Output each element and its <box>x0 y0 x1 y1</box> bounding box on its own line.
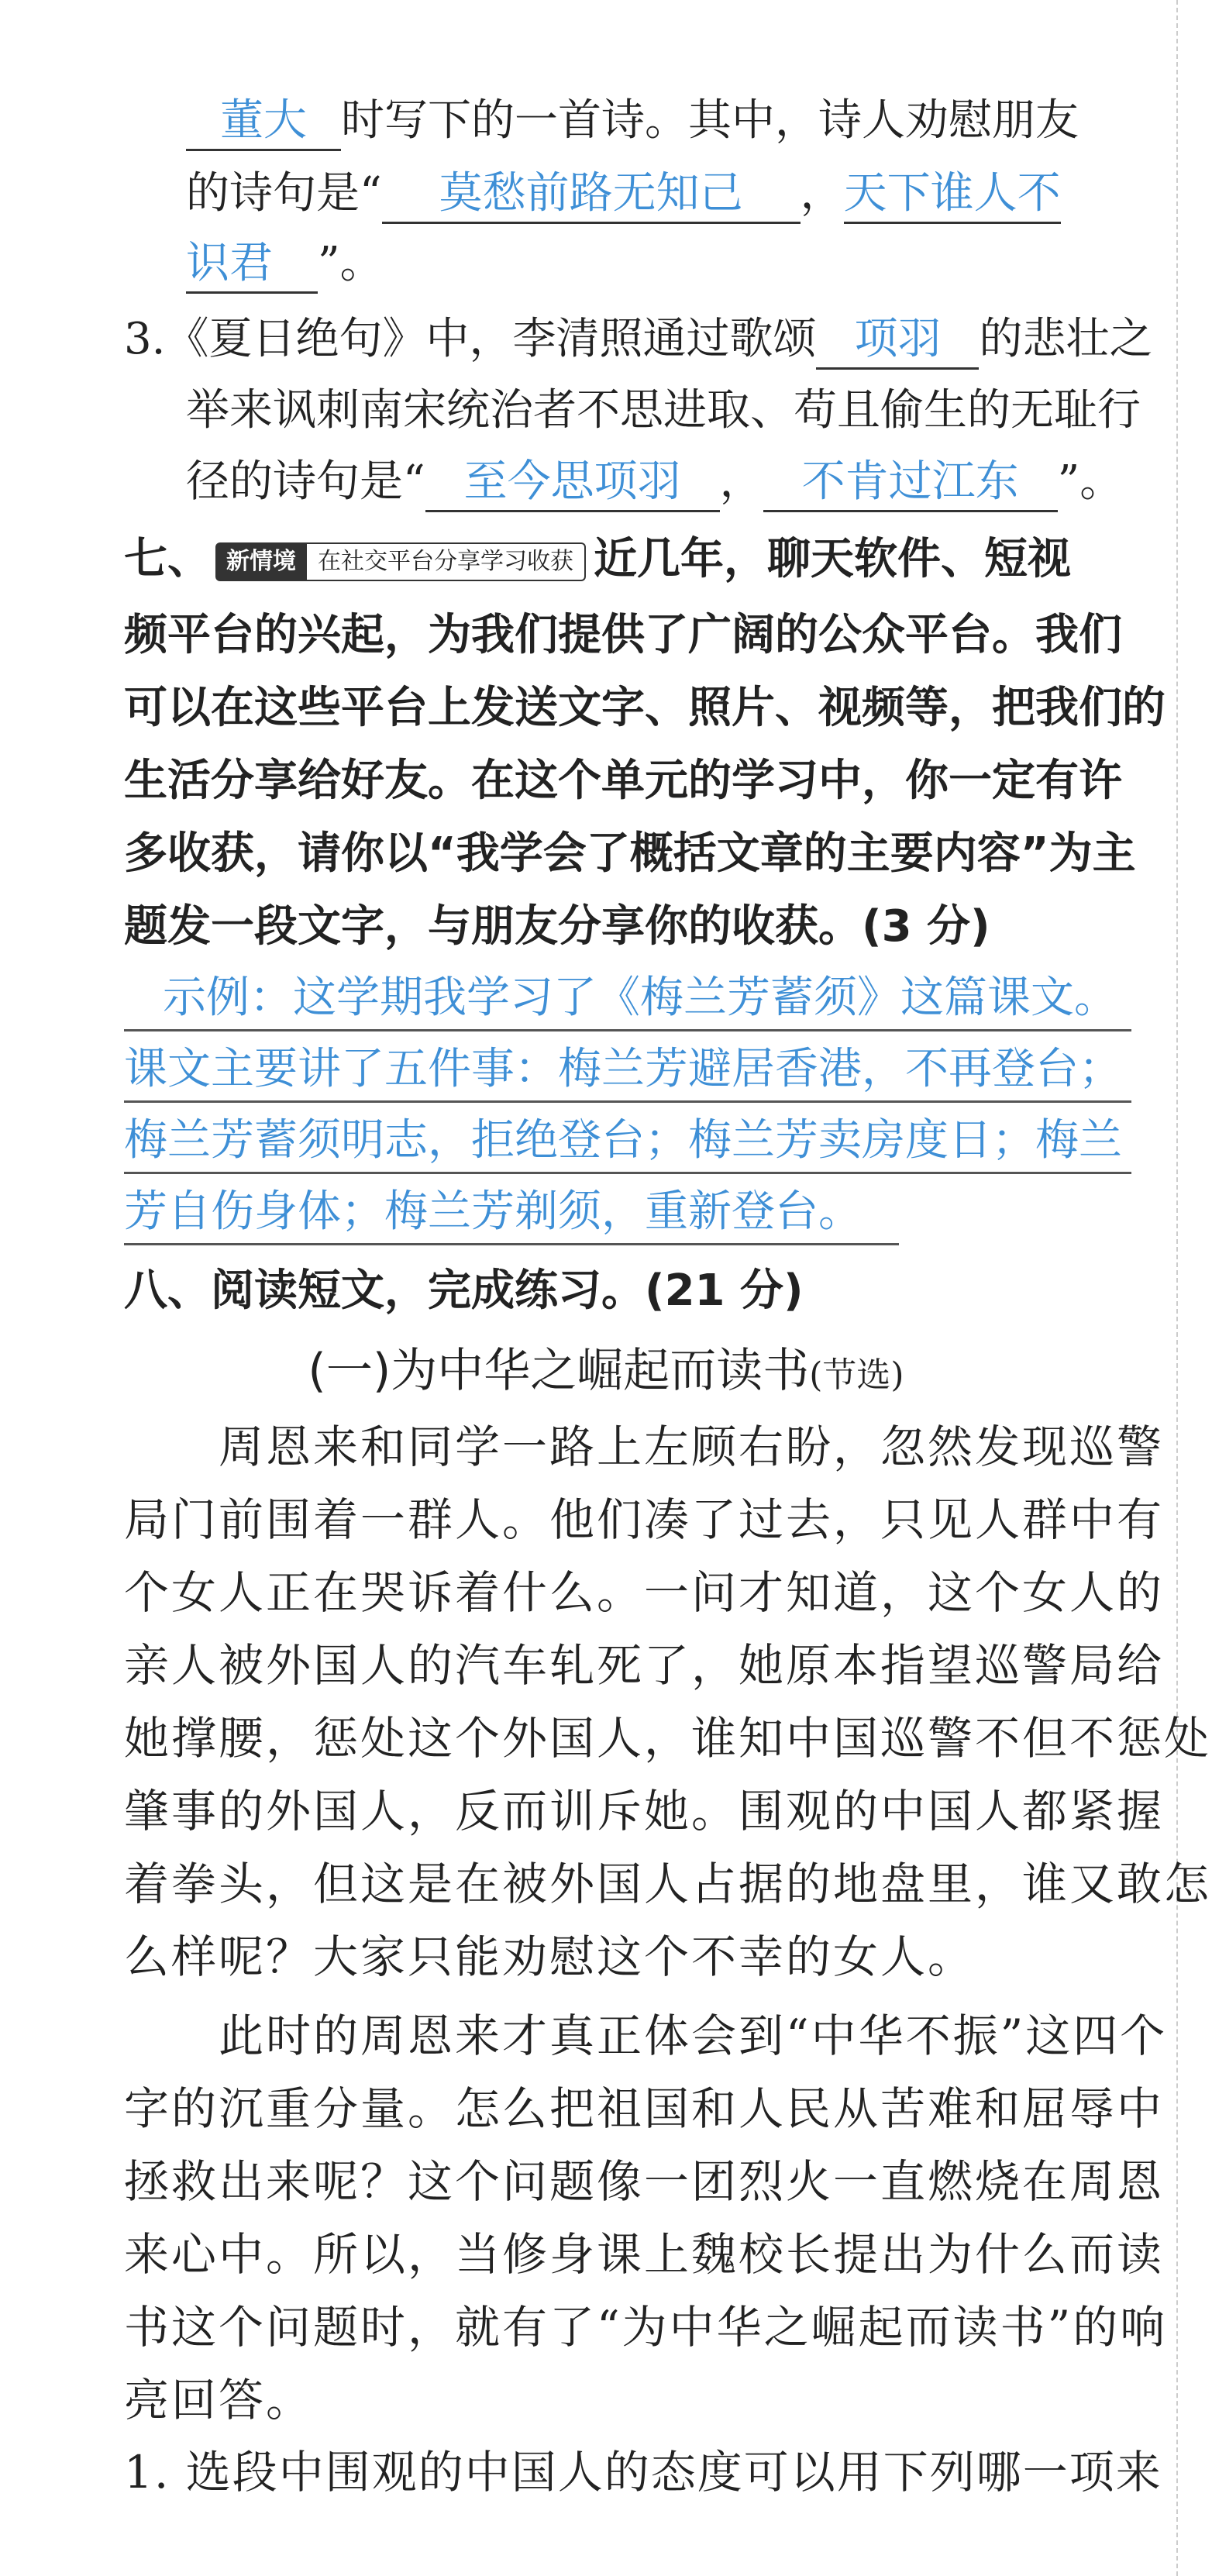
question-1: 1. 选段中围观的中国人的态度可以用下列哪一项来 <box>124 2446 1162 2499</box>
q2-line-2 <box>186 163 1061 225</box>
q7-line-4: 生活分享给好友。在这个单元的学习中，你一定有许 <box>124 756 1122 806</box>
para1-line: 局门前围着一群人。他们凑了过去，只见人群中有 <box>124 1493 1165 1546</box>
badge-description: 在社交平台分享学习收获 <box>307 542 586 581</box>
para2-line: 书这个问题时，就有了“为中华之崛起而读书”的响 <box>124 2301 1168 2354</box>
passage-para-2 <box>124 1999 1168 2437</box>
answer-line-4: 芳自伤身体；梅兰芳剃须，重新登台。 <box>124 1186 862 1237</box>
para1-line: 周恩来和同学一路上左顾右盼，忽然发现巡警 <box>124 1421 1165 1473</box>
q7-line-5: 多收获，请你以“我学会了概括文章的主要内容”为主 <box>124 828 1136 879</box>
passage-title <box>0 1336 1212 1410</box>
q7-line-6: 题发一段文字，与朋友分享你的收获。(3 分) <box>124 901 990 952</box>
para2-line: 此时的周恩来才真正体会到“中华不振”这四个 <box>124 2009 1168 2062</box>
q3-end: ”。 <box>1057 456 1124 507</box>
answer-blank-poem-a: 至今思项羽 <box>425 454 720 512</box>
q2-line-1 <box>186 90 1079 152</box>
answer-line-1: 示例：这学期我学习了《梅兰芳蓄须》这篇课文。 <box>163 973 1117 1023</box>
para1-line: 么样呢？大家只能劝慰这个不幸的女人。 <box>124 1930 976 1983</box>
answer-line-3: 梅兰芳蓄须明志，拒绝登台；梅兰芳卖房度日；梅兰 <box>124 1115 1122 1166</box>
q7-line-3: 可以在这些平台上发送文字、照片、视频等，把我们的 <box>124 683 1166 733</box>
answer-line-2: 课文主要讲了五件事：梅兰芳避居香港，不再登台； <box>124 1044 1122 1094</box>
q2-text-1: 时写下的一首诗。其中，诗人劝慰朋友 <box>341 95 1079 146</box>
para2-line: 拯救出来呢？这个问题像一团烈火一直燃烧在周恩 <box>124 2155 1165 2208</box>
answer-underline-4 <box>124 1243 899 1245</box>
q2-line-3 <box>186 232 384 294</box>
q3-text-4: 径的诗句是“ <box>186 456 425 507</box>
para1-line: 个女人正在哭诉着什么。一问才知道，这个女人的 <box>124 1566 1165 1619</box>
q7-line-1 <box>124 529 1071 591</box>
answer-blank-poem-b: 不肯过江东 <box>763 454 1058 512</box>
q3-text-2: 的悲壮之 <box>979 314 1153 364</box>
passage-title-note: (节选) <box>809 1355 904 1395</box>
answer-blank-xiangyu: 项羽 <box>816 312 979 370</box>
para1-line: 亲人被外国人的汽车轧死了，她原本指望巡警局给 <box>124 1639 1165 1692</box>
q2-end: ”。 <box>318 238 384 288</box>
q3-text-1: 《夏日绝句》中，李清照通过歌颂 <box>165 314 817 364</box>
answer-blank-poem-line-1: 莫愁前路无知己 <box>382 166 801 224</box>
para1-line: 她撑腰，惩处这个外国人，谁知中国巡警不但不惩处 <box>124 1712 1212 1765</box>
para2-line: 字的沉重分量。怎么把祖国和人民从苦难和屈辱中 <box>124 2082 1165 2135</box>
badge-label: 新情境 <box>215 542 307 581</box>
q7-text-1: 近几年，聊天软件、短视 <box>594 534 1071 584</box>
q3-line-1 <box>124 308 1152 370</box>
q2-comma: ， <box>800 168 844 219</box>
answer-underline-1 <box>124 1029 1131 1031</box>
answer-blank-dongda: 董大 <box>186 93 341 151</box>
para1-line: 肇事的外国人，反而训斥她。围观的中国人都紧握 <box>124 1785 1165 1837</box>
answer-underline-2 <box>124 1100 1131 1103</box>
answer-blank-poem-line-2a: 天下谁人不 <box>844 166 1061 224</box>
q7-number: 七、 <box>124 534 211 584</box>
page-edge-rule <box>1176 0 1178 2576</box>
q2-text-2: 的诗句是“ <box>186 168 382 219</box>
q7-line-2: 频平台的兴起，为我们提供了广阔的公众平台。我们 <box>124 610 1122 660</box>
passage-para-1 <box>124 1410 1212 1993</box>
new-context-badge <box>215 541 586 583</box>
q3-text-3: 举来讽刺南宋统治者不思进取、苟且偷生的无耻行 <box>186 385 1141 436</box>
answer-blank-poem-line-2b: 识君 <box>186 236 318 294</box>
para2-line: 来心中。所以，当修身课上魏校长提出为什么而读 <box>124 2228 1165 2281</box>
para2-line: 亮回答。 <box>124 2374 314 2426</box>
q8-heading: 八、阅读短文，完成练习。(21 分) <box>124 1266 804 1316</box>
passage-title-main: (一)为中华之崛起而读书 <box>308 1344 810 1398</box>
q3-line-2 <box>186 380 1141 442</box>
para1-line: 着拳头，但这是在被外国人占据的地盘里，谁又敢怎 <box>124 1858 1212 1910</box>
q3-line-3 <box>186 451 1123 513</box>
q3-number: 3. <box>124 314 166 364</box>
answer-underline-3 <box>124 1172 1131 1174</box>
q3-comma: ， <box>719 456 763 507</box>
